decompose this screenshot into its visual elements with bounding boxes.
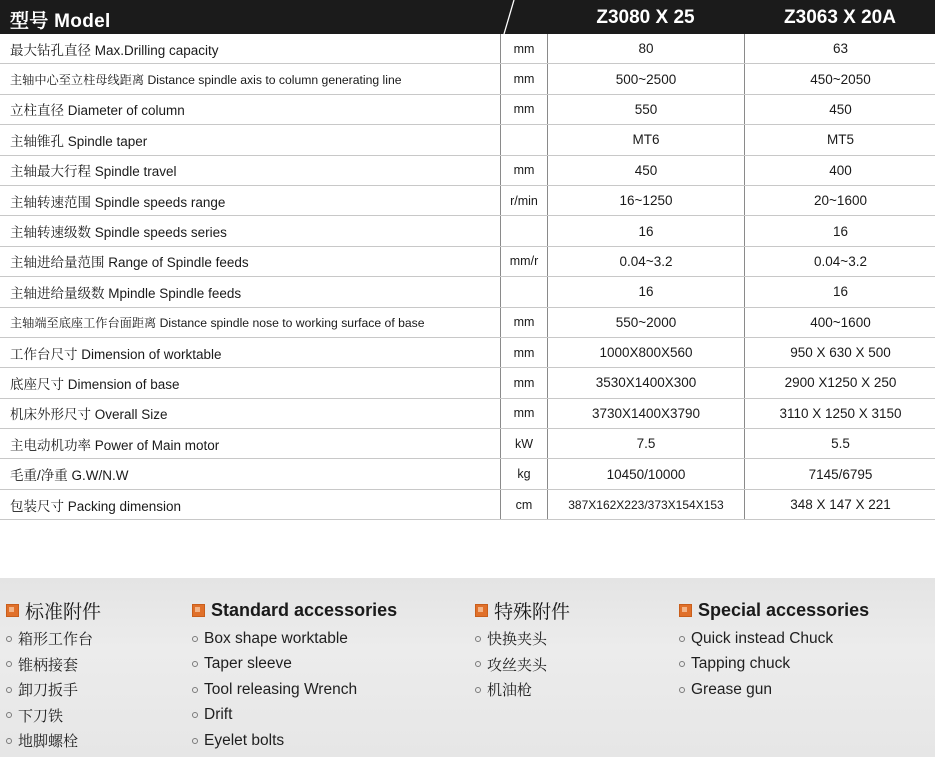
spec-value-1: 16~1250 xyxy=(547,186,744,215)
spec-value-1: 550 xyxy=(547,95,744,124)
spec-value-1: 16 xyxy=(547,277,744,306)
spec-unit: mm xyxy=(500,338,547,367)
bullet-icon xyxy=(192,636,198,642)
spec-unit: mm xyxy=(500,34,547,63)
standard-accessories-en xyxy=(192,598,397,754)
spec-value-2: 450 xyxy=(744,95,935,124)
accessory-item-label: 快换夹头 xyxy=(487,631,548,649)
accessories-panel xyxy=(0,578,935,757)
standard-accessories-cn xyxy=(6,598,101,754)
spec-label: 机床外形尺寸 Overall Size xyxy=(10,407,168,423)
list-item xyxy=(192,728,397,754)
accessory-item-label: Drift xyxy=(204,706,233,724)
spec-label: 主电动机功率 Power of Main motor xyxy=(10,437,220,453)
spec-label: 工作台尺寸 Dimension of worktable xyxy=(10,346,222,362)
spec-value-2: 16 xyxy=(744,216,935,245)
spec-unit xyxy=(500,277,547,306)
spec-label: 主轴最大行程 Spindle travel xyxy=(10,164,177,180)
table-row xyxy=(0,368,935,398)
table-row xyxy=(0,156,935,186)
accessory-list xyxy=(679,626,869,703)
table-row xyxy=(0,216,935,246)
spec-value-1: 1000X800X560 xyxy=(547,338,744,367)
table-row xyxy=(0,247,935,277)
special-accessories-cn xyxy=(475,598,570,703)
table-row xyxy=(0,95,935,125)
accessory-item-label: Tool releasing Wrench xyxy=(204,680,358,698)
spec-value-2: MT5 xyxy=(744,125,935,154)
spec-table xyxy=(0,34,935,520)
bullet-icon xyxy=(679,661,685,667)
accessory-item-label: 锥柄接套 xyxy=(18,656,79,674)
square-bullet-icon xyxy=(475,604,488,617)
section-title: Standard accessories xyxy=(211,599,398,620)
spec-value-2: 20~1600 xyxy=(744,186,935,215)
spec-value-1: 16 xyxy=(547,216,744,245)
model-header-label: 型号 Model xyxy=(10,11,111,32)
list-item xyxy=(6,677,101,703)
bullet-icon xyxy=(6,738,12,744)
spec-label: 底座尺寸 Dimension of base xyxy=(10,376,180,392)
accessory-item-label: 攻丝夹头 xyxy=(487,656,548,674)
spec-value-1: MT6 xyxy=(547,125,744,154)
spec-unit: kg xyxy=(500,459,547,488)
spec-label: 主轴锥孔 Spindle taper xyxy=(10,133,148,149)
section-title: 特殊附件 xyxy=(494,601,571,623)
spec-label: 主轴转速级数 Spindle speeds series xyxy=(10,225,227,241)
spec-unit: mm xyxy=(500,308,547,337)
spec-value-2: 7145/6795 xyxy=(744,459,935,488)
spec-value-2: 400~1600 xyxy=(744,308,935,337)
bullet-icon xyxy=(475,661,481,667)
table-header xyxy=(0,0,935,34)
spec-value-2: 348 X 147 X 221 xyxy=(744,490,935,519)
accessory-item-label: 箱形工作台 xyxy=(18,631,94,649)
list-item xyxy=(192,652,397,678)
spec-unit: cm xyxy=(500,490,547,519)
list-item xyxy=(679,652,869,678)
square-bullet-icon xyxy=(6,604,19,617)
spec-value-2: 63 xyxy=(744,34,935,63)
accessory-item-label: Taper sleeve xyxy=(204,655,292,673)
accessory-item-label: 地脚螺栓 xyxy=(18,733,79,751)
bullet-icon xyxy=(679,636,685,642)
accessory-item-label: Quick instead Chuck xyxy=(691,629,834,647)
bullet-icon xyxy=(475,687,481,693)
spec-value-1: 10450/10000 xyxy=(547,459,744,488)
list-item xyxy=(6,626,101,652)
spec-value-2: 400 xyxy=(744,156,935,185)
spec-label: 毛重/净重 G.W/N.W xyxy=(10,468,129,484)
spec-unit: mm xyxy=(500,399,547,428)
table-row xyxy=(0,277,935,307)
table-row xyxy=(0,186,935,216)
accessory-item-label: 下刀铁 xyxy=(18,707,64,725)
accessory-item-label: 机油枪 xyxy=(487,682,533,700)
bullet-icon xyxy=(6,636,12,642)
spec-value-2: 5.5 xyxy=(744,429,935,458)
accessory-list xyxy=(192,626,397,754)
table-row xyxy=(0,338,935,368)
table-row xyxy=(0,490,935,520)
accessory-list xyxy=(6,626,101,754)
spec-unit: kW xyxy=(500,429,547,458)
list-item xyxy=(475,677,570,703)
list-item xyxy=(192,703,397,729)
bullet-icon xyxy=(6,687,12,693)
bullet-icon xyxy=(6,661,12,667)
table-row xyxy=(0,308,935,338)
spec-value-1: 0.04~3.2 xyxy=(547,247,744,276)
bullet-icon xyxy=(679,687,685,693)
spec-value-1: 500~2500 xyxy=(547,64,744,93)
spec-value-1: 7.5 xyxy=(547,429,744,458)
spec-value-1: 550~2000 xyxy=(547,308,744,337)
spec-label: 包装尺寸 Packing dimension xyxy=(10,498,182,514)
list-item xyxy=(679,626,869,652)
accessory-item-label: 卸刀扳手 xyxy=(18,682,79,700)
bullet-icon xyxy=(475,636,481,642)
accessory-item-label: Eyelet bolts xyxy=(204,731,285,749)
table-row xyxy=(0,399,935,429)
list-item xyxy=(475,652,570,678)
list-item xyxy=(192,626,397,652)
spec-unit: mm/r xyxy=(500,247,547,276)
table-row xyxy=(0,459,935,489)
spec-value-2: 16 xyxy=(744,277,935,306)
spec-label: 主轴进给量范围 Range of Spindle feeds xyxy=(10,255,249,271)
model-column-1: Z3080 X 25 xyxy=(596,7,695,28)
list-item xyxy=(679,677,869,703)
spec-unit: r/min xyxy=(500,186,547,215)
list-item xyxy=(6,703,101,729)
square-bullet-icon xyxy=(679,604,692,617)
spec-label: 主轴中心至立柱母线距离 Distance spindle axis to column generating line xyxy=(10,72,402,87)
square-bullet-icon xyxy=(192,604,205,617)
spec-value-1: 387X162X223/373X154X153 xyxy=(547,490,744,519)
special-accessories-en xyxy=(679,598,869,703)
spec-value-2: 2900 X1250 X 250 xyxy=(744,368,935,397)
spec-label: 主轴转速范围 Spindle speeds range xyxy=(10,194,226,210)
spec-value-1: 80 xyxy=(547,34,744,63)
table-row xyxy=(0,34,935,64)
list-item xyxy=(6,728,101,754)
list-item xyxy=(475,626,570,652)
section-title: 标准附件 xyxy=(25,601,102,623)
spec-unit: mm xyxy=(500,95,547,124)
bullet-icon xyxy=(192,712,198,718)
spec-value-1: 3530X1400X300 xyxy=(547,368,744,397)
accessory-item-label: Box shape worktable xyxy=(204,629,348,647)
spec-value-1: 450 xyxy=(547,156,744,185)
bullet-icon xyxy=(192,738,198,744)
spec-unit xyxy=(500,125,547,154)
spec-value-2: 3110 X 1250 X 3150 xyxy=(744,399,935,428)
table-row xyxy=(0,429,935,459)
spec-unit: mm xyxy=(500,156,547,185)
accessory-list xyxy=(475,626,570,703)
spec-value-2: 0.04~3.2 xyxy=(744,247,935,276)
spec-label: 主轴进给量级数 Mpindle Spindle feeds xyxy=(10,285,242,301)
spec-label: 最大钻孔直径 Max.Drilling capacity xyxy=(10,42,219,58)
spec-value-1: 3730X1400X3790 xyxy=(547,399,744,428)
header-divider xyxy=(500,0,518,34)
table-row xyxy=(0,64,935,94)
section-title: Special accessories xyxy=(698,599,870,620)
spec-label: 主轴端至底座工作台面距离 Distance spindle nose to working surface of base xyxy=(10,315,425,330)
accessory-item-label: Tapping chuck xyxy=(691,655,791,673)
bullet-icon xyxy=(192,661,198,667)
list-item xyxy=(192,677,397,703)
list-item xyxy=(6,652,101,678)
accessory-item-label: Grease gun xyxy=(691,680,772,698)
model-column-2: Z3063 X 20A xyxy=(784,7,896,28)
spec-unit: mm xyxy=(500,64,547,93)
bullet-icon xyxy=(6,712,12,718)
spec-unit xyxy=(500,216,547,245)
table-row xyxy=(0,125,935,155)
spec-label: 立柱直径 Diameter of column xyxy=(10,103,185,119)
spec-unit: mm xyxy=(500,368,547,397)
spec-value-2: 950 X 630 X 500 xyxy=(744,338,935,367)
bullet-icon xyxy=(192,687,198,693)
spec-value-2: 450~2050 xyxy=(744,64,935,93)
